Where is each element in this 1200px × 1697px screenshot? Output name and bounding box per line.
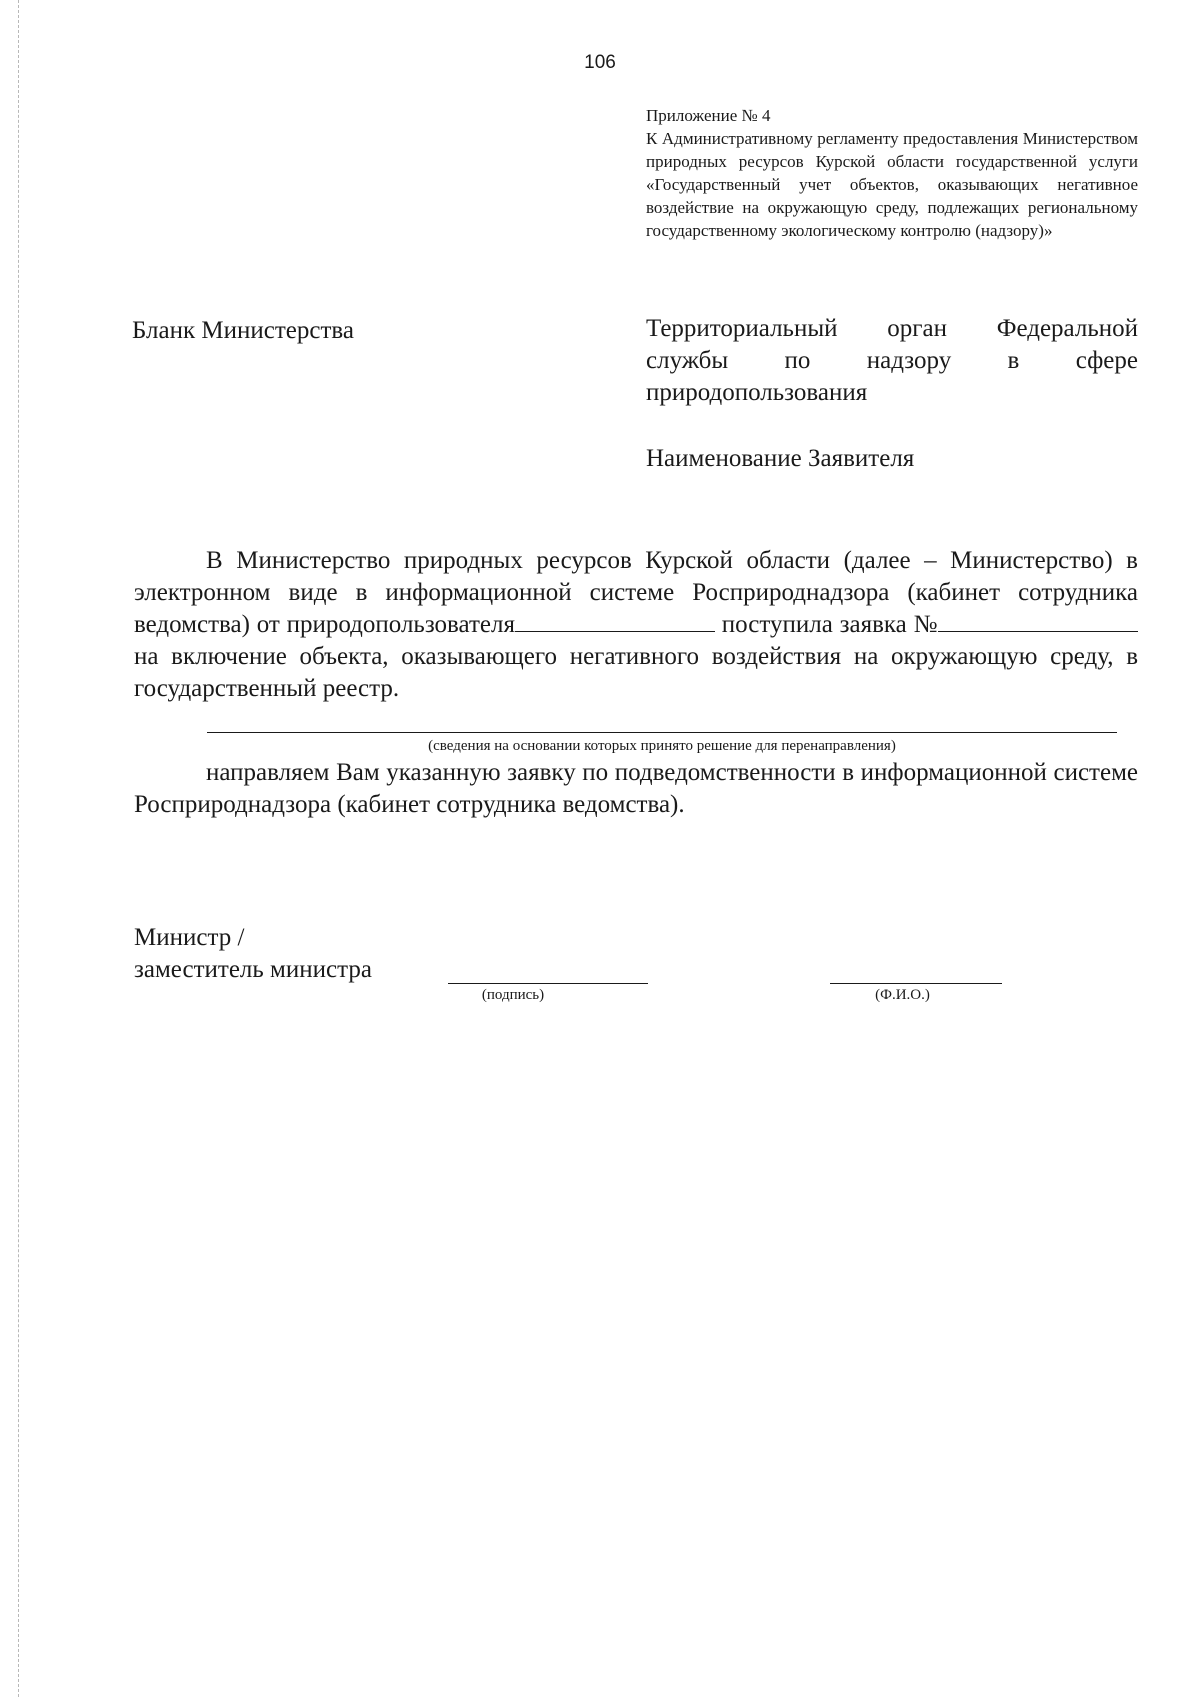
name-caption: (Ф.И.О.) [875,987,930,1003]
signer-line-2: заместитель министра [134,956,372,983]
nature-user-blank[interactable] [515,609,715,632]
ministry-letterhead-label: Бланк Министерства [132,317,354,344]
signature-caption: (подпись) [481,987,545,1003]
appendix-block [646,104,1138,242]
appendix-title: Приложение № 4 [646,106,771,125]
page-number: 106 [584,52,616,73]
signer-line-1: Министр / [134,924,245,951]
body-text-part3: на включение объекта, оказывающего негативного воздействия на окружающую среду, в государственный реестр. [134,643,1138,702]
body-text-part1: В Министерство природных ресурсов Курской области (далее – Министерство) в электронном виде в информационной системе Росприроднадзора (кабинет сотрудника ведомства) от природопользователя [134,547,1138,638]
addressee: Территориальный орган Федеральной службы по надзору в сфере природопользования [646,315,1138,406]
appendix-text: К Административному регламенту предоставления Министерством природных ресурсов Курской области государственной услуги «Государственный учет объектов, оказывающих негативное воздействие на окружающую среду, подлежащих региональному государственному экологическому контролю (надзору)» [646,129,1138,240]
redirect-paragraph: направляем Вам указанную заявку по подведомственности в информационной системе Росприроднадзора (кабинет сотрудника ведомства). [134,759,1138,818]
name-blank-line[interactable] [830,983,1002,984]
signer-title [134,922,372,986]
page-edge [18,0,19,1697]
body-paragraph [134,545,1138,705]
request-number-blank[interactable] [938,609,1138,632]
applicant-name: Наименование Заявителя [646,445,915,472]
body-text-part2: поступила заявка № [721,611,939,638]
signature-blank-line[interactable] [448,983,648,984]
reason-blank-line[interactable] [207,732,1117,733]
reason-caption: (сведения на основании которых принято решение для перенаправления) [428,738,896,754]
